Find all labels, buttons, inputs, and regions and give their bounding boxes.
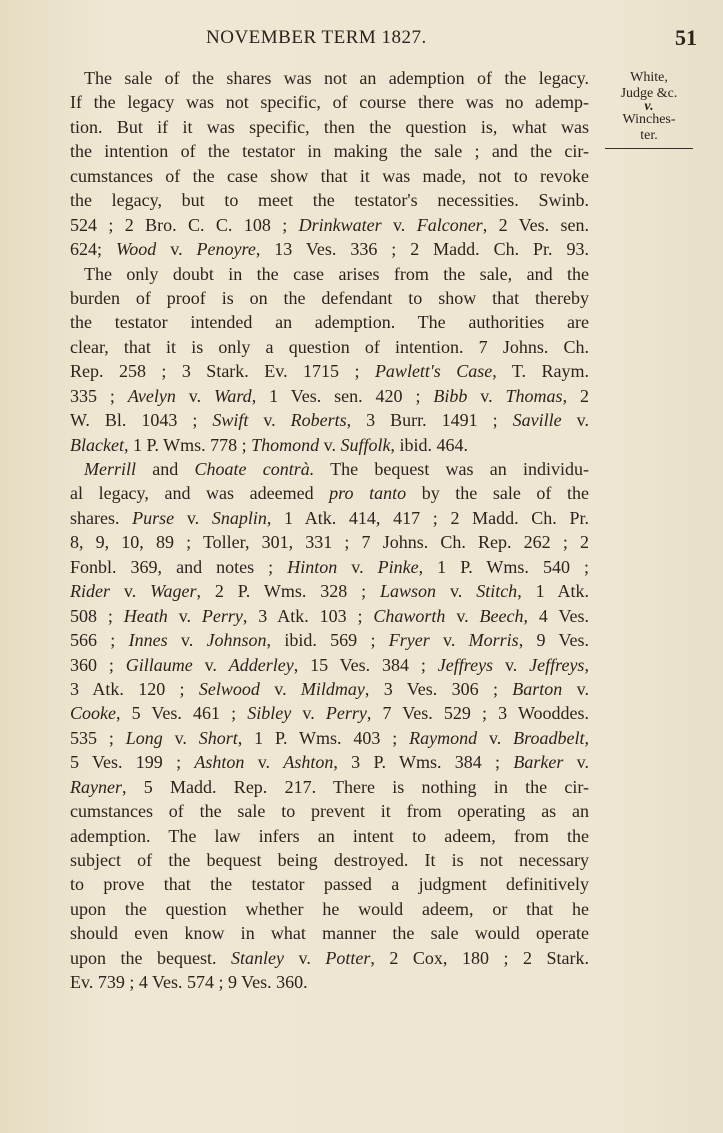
text-segment: , 9 Ves.: [518, 630, 589, 651]
text-segment: , 13 Ves. 336 ; 2 Madd. Ch. Pr. 93.: [255, 239, 589, 260]
case-citation-italic: Ashton: [283, 752, 334, 773]
case-citation-italic: Wager: [150, 581, 197, 602]
text-line: [70, 970, 589, 994]
margin-note-line: Judge &c.: [620, 86, 678, 101]
text-line: [70, 775, 589, 799]
text-line: [70, 530, 589, 554]
text-line: [70, 237, 589, 261]
text-line: [70, 139, 589, 163]
text-segment: should even know in what manner the sale would operate: [70, 923, 589, 944]
text-segment: ,: [584, 727, 589, 748]
case-citation-italic: Avelyn: [127, 385, 176, 406]
case-citation-italic: Potter: [325, 947, 371, 968]
text-segment: cumstances of the case show that it was made, not to revoke: [70, 165, 589, 186]
text-segment: v.: [156, 239, 197, 260]
text-segment: clear, that it is only a question of intention. 7 Johns. Ch.: [70, 336, 589, 357]
text-segment: 8, 9, 10, 89 ; Toller, 301, 331 ; 7 Johns. Ch. Rep. 262 ; 2: [70, 532, 589, 553]
text-line: [70, 921, 589, 945]
text-segment: v.: [175, 385, 214, 406]
text-segment: , 2 P. Wms. 328 ;: [196, 581, 381, 602]
text-segment: v.: [174, 507, 212, 528]
margin-note-line: Winches-: [622, 112, 676, 127]
text-line: [70, 310, 589, 334]
text-line: [70, 164, 589, 188]
text-segment: , 1 P. Wms. 778 ;: [123, 434, 252, 455]
case-citation-italic: Snaplin: [211, 507, 267, 528]
text-segment: Fonbl. 369, and notes ;: [70, 556, 288, 577]
text-segment: , 2: [562, 385, 589, 406]
text-line: [70, 579, 589, 603]
text-segment: subject of the bequest being destroyed. It is not necessary: [70, 850, 589, 870]
case-citation-italic: Thomond: [251, 434, 320, 455]
text-segment: v.: [561, 410, 589, 431]
text-segment: 3 Atk. 120 ;: [70, 678, 199, 699]
text-segment: The sale of the shares was not an ademption of the legacy.: [84, 68, 589, 88]
case-citation-italic: Barker: [513, 752, 564, 773]
case-citation-italic: Suffolk: [340, 434, 391, 455]
case-citation-italic: Swift: [212, 410, 249, 431]
text-segment: and: [136, 459, 195, 479]
text-segment: al legacy, and was adeemed: [70, 483, 330, 504]
text-segment: , 3 Burr. 1491 ;: [346, 410, 513, 431]
margin-note-line: White,: [630, 70, 668, 85]
text-segment: , ibid. 464.: [390, 434, 469, 455]
text-line: [70, 408, 589, 432]
case-citation-italic: Sibley: [247, 703, 292, 724]
text-segment: the legacy, but to meet the testator's necessities. Swinb.: [70, 190, 589, 211]
text-segment: v.: [259, 678, 301, 699]
text-line: [70, 653, 589, 677]
case-citation-italic: Stitch: [476, 581, 518, 602]
text-line: [70, 286, 589, 310]
text-segment: 360 ;: [70, 654, 126, 675]
text-segment: v.: [381, 214, 417, 235]
text-line: [70, 799, 589, 823]
text-segment: , 15 Ves. 384 ;: [293, 654, 438, 675]
text-segment: 535 ;: [70, 727, 126, 748]
text-segment: the testator intended an ademption. The authorities are: [70, 312, 589, 333]
case-citation-italic: Perry: [325, 703, 367, 724]
case-citation-italic: Penoyre: [196, 239, 256, 260]
text-segment: v.: [562, 678, 589, 699]
text-segment: , 3 Ves. 306 ;: [364, 678, 513, 699]
text-segment: , 1 Ves. sen. 420 ;: [251, 385, 434, 406]
text-line: [70, 384, 589, 408]
text-segment: , 1 Atk.: [517, 581, 589, 602]
case-citation-italic: Thomas: [505, 385, 563, 406]
text-segment: v.: [436, 581, 477, 602]
text-segment: , 2 Cox, 180 ; 2 Stark.: [370, 947, 589, 968]
text-segment: v.: [477, 727, 514, 748]
case-citation-italic: Blacket: [70, 434, 124, 455]
text-segment: v.: [110, 581, 151, 602]
text-line: [70, 628, 589, 652]
text-segment: , 2 Ves. sen.: [482, 214, 590, 235]
text-segment: upon the question whether he would adeem, or that he: [70, 898, 589, 919]
case-citation-italic: Cooke: [70, 703, 116, 724]
text-segment: ,: [584, 654, 589, 675]
text-segment: v.: [284, 947, 326, 968]
case-citation-italic: Lawson: [380, 581, 437, 602]
text-segment: W. Bl. 1043 ;: [70, 410, 213, 431]
text-line: [70, 457, 589, 481]
text-segment: , T. Raym.: [492, 361, 589, 382]
text-line: [70, 90, 589, 114]
text-segment: v.: [248, 410, 291, 431]
text-segment: v.: [291, 703, 326, 724]
case-citation-italic: Ashton: [194, 752, 245, 773]
case-citation-italic: Saville: [512, 410, 562, 431]
page-number: 51: [675, 25, 697, 50]
text-line: [70, 604, 589, 628]
case-citation-italic: Raymond: [409, 727, 478, 748]
case-citation-italic: Chaworth: [373, 605, 446, 626]
text-segment: 5 Ves. 199 ;: [70, 752, 195, 773]
text-segment: , 7 Ves. 529 ; 3 Wooddes.: [366, 703, 589, 724]
case-citation-italic: Wood: [115, 239, 157, 260]
text-segment: v.: [467, 385, 506, 406]
case-citation-italic: Pawlett's Case: [374, 361, 493, 382]
case-citation-italic: Innes: [128, 630, 168, 651]
case-citation-italic: Falconer: [416, 214, 483, 235]
case-citation-italic: Choate contrà.: [194, 459, 315, 479]
text-line: [70, 824, 589, 848]
text-segment: , 3 P. Wms. 384 ;: [333, 752, 514, 773]
case-citation-italic: Heath: [123, 605, 168, 626]
text-segment: Ev. 739 ; 4 Ves. 574 ; 9 Ves. 360.: [70, 972, 308, 993]
case-citation-italic: Fryer: [388, 630, 430, 651]
text-segment: 335 ;: [70, 385, 128, 406]
running-title: NOVEMBER TERM 1827.: [206, 27, 427, 48]
text-line: [70, 213, 589, 237]
text-line: [70, 115, 589, 139]
case-citation-italic: Stanley: [231, 947, 285, 968]
text-segment: Rep. 258 ; 3 Stark. Ev. 1715 ;: [70, 361, 375, 382]
text-segment: The bequest was an individu-: [314, 459, 589, 479]
text-segment: v.: [244, 752, 284, 773]
case-citation-italic: Morris: [468, 630, 519, 651]
text-segment: , 5 Madd. Rep. 217. There is nothing in the cir-: [121, 776, 589, 797]
case-citation-italic: Bibb: [433, 385, 468, 406]
margin-rule: [605, 148, 693, 149]
text-line: [70, 433, 589, 457]
text-segment: , ibid. 569 ;: [266, 630, 389, 651]
text-line: [70, 262, 589, 286]
text-segment: cumstances of the sale to prevent it from operating as an: [70, 801, 589, 822]
case-citation-italic: Adderley: [228, 654, 294, 675]
text-line: [70, 750, 589, 774]
text-line: [70, 481, 589, 505]
case-citation-italic: pro tanto: [329, 483, 407, 504]
text-line: [70, 555, 589, 579]
case-citation-italic: Barton: [512, 678, 563, 699]
text-line: [70, 946, 589, 970]
case-citation-italic: Rider: [70, 581, 110, 602]
text-segment: the intention of the testator in making the sale ; and the cir-: [70, 141, 589, 162]
text-line: [70, 897, 589, 921]
case-citation-italic: Broadbelt: [513, 727, 585, 748]
text-segment: v.: [493, 654, 530, 675]
text-segment: 624;: [70, 239, 116, 260]
text-segment: shares.: [70, 507, 133, 528]
text-segment: 566 ;: [70, 630, 129, 651]
text-line: [70, 677, 589, 701]
case-citation-italic: Roberts: [290, 410, 347, 431]
case-citation-italic: Jeffreys: [437, 654, 494, 675]
body-text: [70, 66, 589, 995]
text-segment: v.: [167, 630, 207, 651]
text-segment: v.: [162, 727, 199, 748]
text-line: [70, 335, 589, 359]
text-line: [70, 506, 589, 530]
text-segment: to prove that the testator passed a judgment definitively: [70, 874, 589, 895]
case-citation-italic: Jeffreys: [529, 654, 585, 675]
text-segment: The only doubt in the case arises from the sale, and the: [84, 263, 589, 284]
text-line: [70, 701, 589, 725]
text-segment: burden of proof is on the defendant to show that thereby: [70, 287, 589, 308]
text-segment: , 1 Atk. 414, 417 ; 2 Madd. Ch. Pr.: [266, 507, 589, 528]
case-citation-italic: Long: [125, 727, 163, 748]
case-citation-italic: Gillaume: [125, 654, 193, 675]
text-line: [70, 188, 589, 212]
case-citation-italic: Perry: [201, 605, 243, 626]
case-citation-italic: Drinkwater: [298, 214, 382, 235]
text-segment: upon the bequest.: [70, 947, 232, 968]
case-citation-italic: Selwood: [198, 678, 260, 699]
text-segment: v.: [429, 630, 469, 651]
text-segment: , 3 Atk. 103 ;: [242, 605, 374, 626]
case-citation-italic: Johnson: [206, 630, 267, 651]
case-citation-italic: Beech: [479, 605, 524, 626]
text-line: [70, 848, 589, 872]
case-citation-italic: Rayner: [70, 776, 122, 797]
text-segment: v.: [192, 654, 229, 675]
text-segment: 524 ; 2 Bro. C. C. 108 ;: [70, 214, 299, 235]
running-head: [0, 27, 723, 53]
text-segment: tion. But if it was specific, then the question is, what was: [70, 116, 589, 137]
text-segment: 508 ;: [70, 605, 124, 626]
case-citation-italic: Merrill: [84, 459, 136, 479]
text-segment: If the legacy was not specific, of course there was no ademp-: [70, 92, 589, 113]
text-segment: v.: [337, 556, 378, 577]
case-citation-italic: Mildmay: [300, 678, 365, 699]
text-segment: , 1 P. Wms. 540 ;: [418, 556, 590, 577]
text-segment: , 5 Ves. 461 ;: [115, 703, 248, 724]
margin-note-line: v.: [644, 99, 654, 114]
margin-note-case-name: [604, 70, 694, 149]
case-citation-italic: Purse: [132, 507, 175, 528]
text-line: [70, 359, 589, 383]
text-segment: v.: [319, 434, 341, 455]
text-segment: ademption. The law infers an intent to adeem, from the: [70, 825, 589, 846]
text-line: [70, 66, 589, 90]
case-citation-italic: Short: [198, 727, 238, 748]
text-segment: v.: [167, 605, 202, 626]
text-segment: by the sale of the: [406, 483, 590, 504]
case-citation-italic: Pinke: [377, 556, 419, 577]
text-segment: , 1 P. Wms. 403 ;: [237, 727, 410, 748]
text-line: [70, 872, 589, 896]
margin-note-line: ter.: [640, 128, 658, 143]
text-segment: v.: [563, 752, 589, 773]
text-segment: v.: [445, 605, 480, 626]
text-segment: , 4 Ves.: [523, 605, 589, 626]
text-line: [70, 726, 589, 750]
case-citation-italic: Hinton: [287, 556, 338, 577]
case-citation-italic: Ward: [214, 385, 252, 406]
